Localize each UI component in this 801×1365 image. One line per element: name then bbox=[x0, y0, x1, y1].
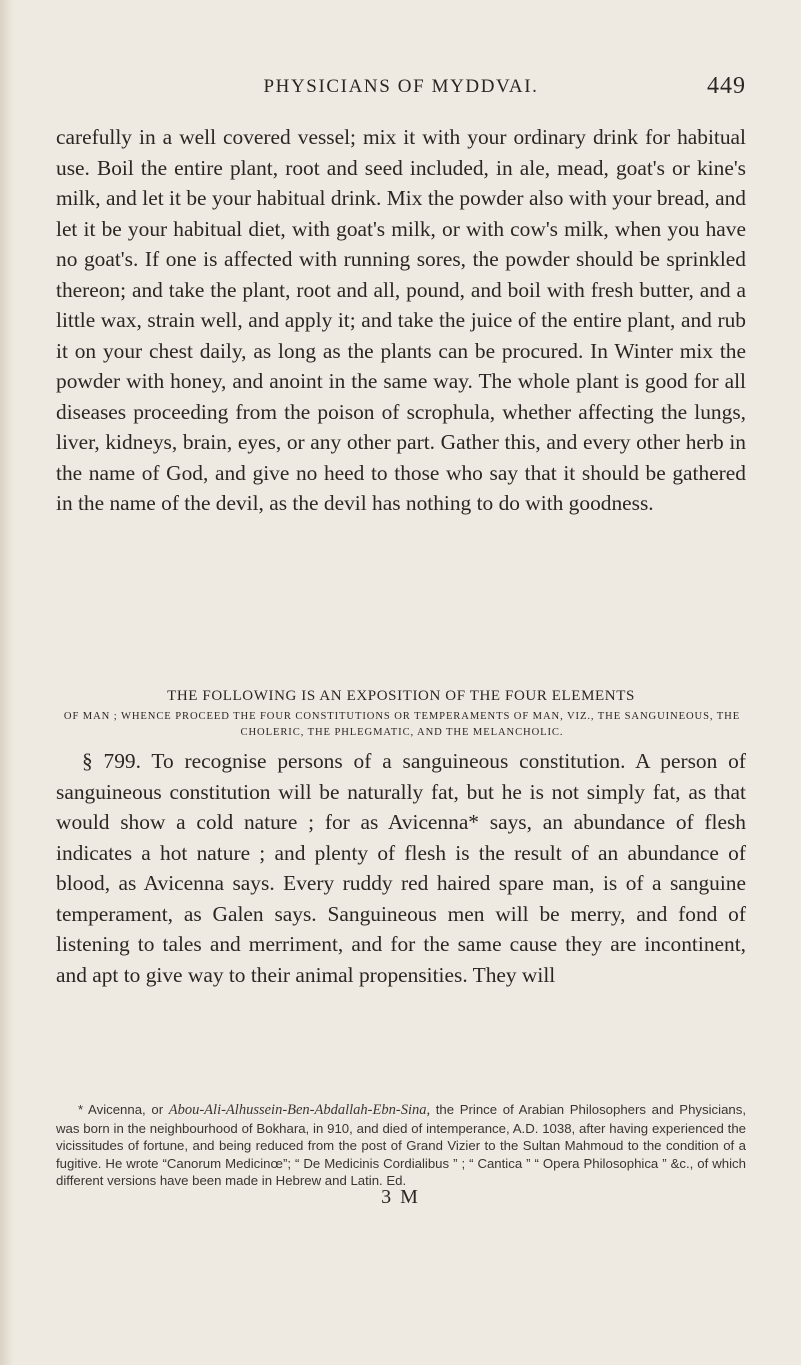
page-edge bbox=[0, 0, 14, 1365]
section-paragraph: § 799. To recognise persons of a sanguineous constitution. A person of sanguineous constitution will be naturally fat, but he is not simply fat, as that would show a cold nature ; for as Avicenna* says, an abundance of flesh indicates a hot nature ; and plenty of flesh is the result of an abundance of blood, as Avicenna says. Every ruddy red haired spare man, is of a sanguine temperament, as Galen says. Sanguineous men will be merry, and fond of listening to tales and merriment, and for the same cause they are incontinent, and apt to give way to their animal propensities. They will bbox=[56, 749, 746, 987]
section-heading: THE FOLLOWING IS AN EXPOSITION OF THE FOUR ELEMENTS bbox=[167, 688, 635, 704]
section-subheading: OF MAN ; WHENCE PROCEED THE FOUR CONSTITUTIONS OR TEMPERAMENTS OF MAN, VIZ., THE SANGUINEOUS, THE CHOLERIC, THE PHLEGMATIC, AND THE MELANCHOLIC. bbox=[63, 711, 741, 738]
running-head: PHYSICIANS OF MYDDVAI. bbox=[263, 76, 539, 97]
body-paragraph: carefully in a well covered vessel; mix it with your ordinary drink for habitual use. Boil the entire plant, root and seed included, in ale, mead, goat's or kine's milk, and let it be your habitual drink. Mix the powder also with your bread, and let it be your habitual diet, with goat's milk, or with cow's milk, when you have no goat's. If one is affected with running sores, the powder should be sprinkled thereon; and take the plant, root and all, pound, and boil with fresh butter, and a little wax, strain well, and apply it; and take the juice of the entire plant, and rub it on your chest daily, as long as the plants can be procured. In Winter mix the powder with honey, and anoint in the same way. The whole plant is good for all diseases proceeding from the poison of scrophula, whether affecting the lungs, liver, kidneys, brain, eyes, or any other part. Gather this, and every other herb in the name of God, and give no heed to those who say that it should be gathered in the name of the devil, as the devil has nothing to do with goodness. bbox=[56, 125, 746, 515]
footnote bbox=[56, 1101, 746, 1190]
footnote-prefix: * Avicenna, or bbox=[78, 1102, 169, 1117]
signature-mark: 3 M bbox=[381, 1186, 420, 1208]
page-header bbox=[56, 73, 746, 106]
page-number: 449 bbox=[707, 73, 746, 99]
footnote-name: Abou-Ali-Alhussein-Ben-Abdallah-Ebn-Sina, bbox=[168, 1102, 431, 1118]
footnote-text: the Prince of Arabian Philosophers and Physicians, was born in the neighbourhood of Bokhara, in 910, and died of intemperance, A.D. 1038, after having experienced the vicissitudes of fortune, and being reduced from the post of Grand Vizier to the Sultan Mahmoud to the condition of a fugitive. He wrote “Canorum Medicinœ”; “ De Medicinis Cordialibus ” ; “ Cantica ” “ Opera Philosophica ” &c., of which different versions have been made in Hebrew and Latin. Ed. bbox=[56, 1102, 746, 1189]
